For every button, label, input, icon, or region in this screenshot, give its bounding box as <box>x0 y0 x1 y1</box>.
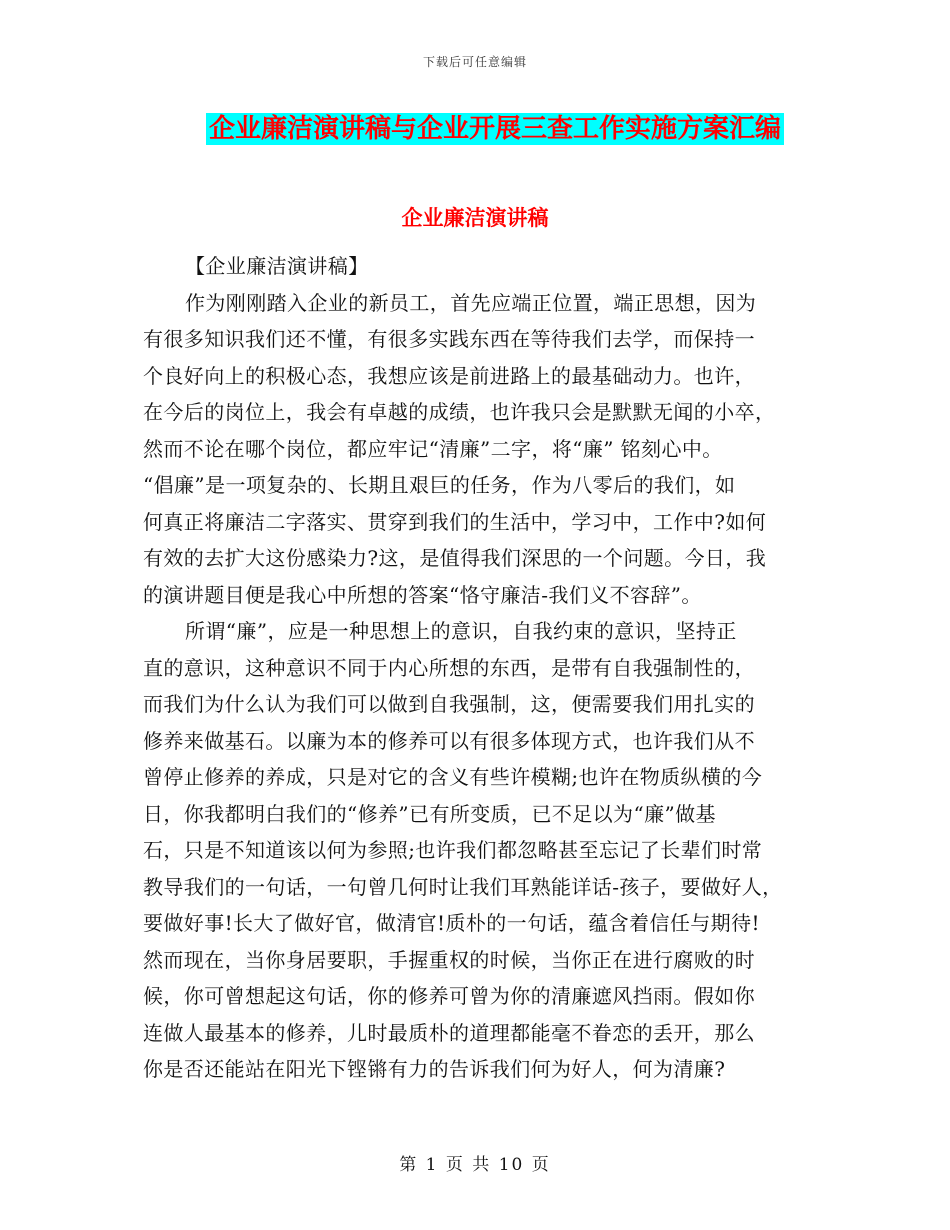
body-line: 作为刚刚踏入企业的新员工，首先应端正位置，端正思想，因为 <box>185 290 757 315</box>
body-line: “倡廉”是一项复杂的、长期且艰巨的任务，作为八零后的我们，如 <box>143 473 736 497</box>
document-title: 企业廉洁演讲稿与企业开展三查工作实施方案汇编 <box>206 113 784 145</box>
header-note: 下载后可任意编辑 <box>422 55 527 69</box>
body-line: 修养来做基石。以廉为本的修养可以有很多体现方式，也许我们从不 <box>143 728 755 753</box>
body-line: 有效的去扩大这份感染力?这，是值得我们深思的一个问题。今日，我 <box>143 546 767 570</box>
body-line: 何真正将廉洁二字落实、贯穿到我们的生活中，学习中，工作中?如何 <box>143 509 767 534</box>
body-line: 日，你我都明白我们的“修养”已有所变质，已不足以为“廉”做基 <box>143 801 716 826</box>
body-line: 所谓“廉”，应是一种思想上的意识，自我约束的意识，坚持正 <box>185 619 737 643</box>
body-line: 教导我们的一句话，一句曾几何时让我们耳熟能详话-孩子，要做好人， <box>143 874 783 899</box>
body-line: 的演讲题目便是我心中所想的答案“恪守廉洁-我们义不容辞”。 <box>143 582 702 607</box>
section-title: 企业廉洁演讲稿 <box>401 206 549 230</box>
body-line: 曾停止修养的养成，只是对它的含义有些许模糊;也许在物质纵横的今 <box>143 765 763 789</box>
body-line: 在今后的岗位上，我会有卓越的成绩，也许我只会是默默无闻的小卒， <box>143 400 776 424</box>
body-line: 直的意识，这种意识不同于内心所想的东西，是带有自我强制性的， <box>143 655 755 680</box>
body-line: 然而不论在哪个岗位，都应牢记“清廉”二字，将“廉” 铭刻心中。 <box>143 436 723 461</box>
body-line: 个良好向上的积极心态，我想应该是前进路上的最基础动力。也许， <box>143 363 755 388</box>
body-line: 然而现在，当你身居要职，手握重权的时候，当你正在进行腐败的时 <box>143 947 755 972</box>
body-line: 而我们为什么认为我们可以做到自我强制，这，便需要我们用扎实的 <box>143 692 755 716</box>
body-line: 石，只是不知道该以何为参照;也许我们都忽略甚至忘记了长辈们时常 <box>143 838 763 862</box>
body-text <box>143 248 813 1088</box>
body-line: 要做好事!长大了做好官，做清官!质朴的一句话，蕴含着信任与期待! <box>143 911 760 935</box>
body-line: 你是否还能站在阳光下铿锵有力的告诉我们何为好人，何为清廉? <box>143 1057 726 1081</box>
page-footer: 第 1 页 共 10 页 <box>399 1155 551 1175</box>
body-line: 有很多知识我们还不懂，有很多实践东西在等待我们去学，而保持一 <box>143 327 755 351</box>
body-line: 候，你可曾想起这句话，你的修养可曾为你的清廉遮风挡雨。假如你 <box>143 984 755 1008</box>
body-line: 连做人最基本的修养，儿时最质朴的道理都能毫不眷恋的丢开，那么 <box>143 1020 755 1045</box>
body-line: 【企业廉洁演讲稿】 <box>185 254 369 278</box>
